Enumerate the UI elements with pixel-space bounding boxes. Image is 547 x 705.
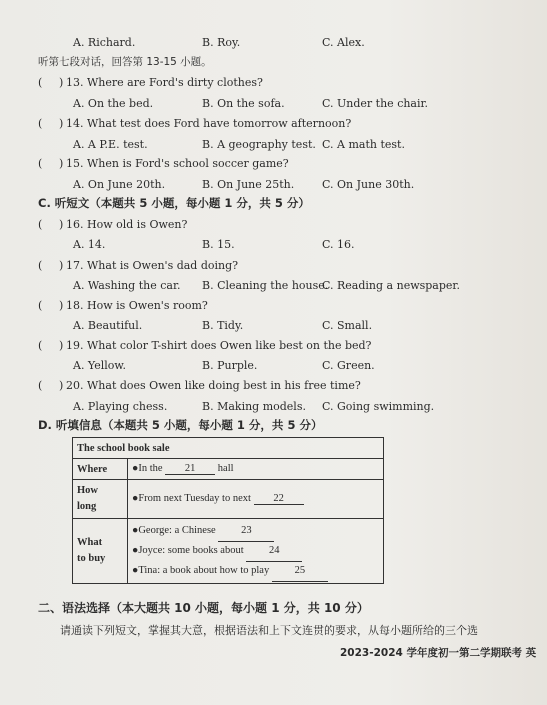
bullet-icon: ●: [132, 565, 139, 576]
blank-22: 22: [254, 493, 304, 505]
q16-option-c: C. 16.: [322, 238, 355, 251]
q12-option-c: C. Alex.: [322, 36, 365, 49]
what-to-buy-cell: [128, 519, 384, 584]
q17-option-a: A. Washing the car.: [73, 279, 181, 292]
q20-option-a: A. Playing chess.: [73, 400, 168, 413]
q17-option-c: C. Reading a newspaper.: [322, 279, 460, 292]
bullet-icon: ●: [132, 545, 139, 556]
question-16: 16. How old is Owen?: [66, 218, 188, 231]
buy-item-tina: [132, 561, 379, 581]
answer-paren-open: (: [38, 259, 43, 272]
answer-paren-close: ): [59, 339, 64, 352]
q14-option-a: A. A P.E. test.: [73, 138, 148, 151]
answer-paren-open: (: [38, 339, 43, 352]
how-long-label-line-2: long: [77, 501, 97, 512]
q18-option-a: A. Beautiful.: [73, 319, 143, 332]
answer-paren-close: ): [59, 117, 64, 130]
bullet-icon: ●: [132, 463, 139, 474]
q14-option-c: C. A math test.: [322, 138, 405, 151]
how-long-prefix: From next Tuesday to next: [138, 493, 251, 504]
question-13: 13. Where are Ford's dirty clothes?: [66, 76, 263, 89]
q20-option-b: B. Making models.: [202, 400, 306, 413]
q20-option-c: C. Going swimming.: [322, 400, 435, 413]
buy-item-joyce: [132, 541, 379, 561]
answer-paren-open: (: [38, 117, 43, 130]
dialog7-instruction: 听第七段对话，回答第 13-15 小题。: [38, 56, 212, 68]
q13-option-c: C. Under the chair.: [322, 97, 429, 110]
table-row: [73, 480, 384, 519]
what-to-buy-label: [73, 519, 128, 584]
buy-item-tina-text: Tina: a book about how to play: [138, 565, 270, 576]
question-14: 14. What test does Ford have tomorrow afternoon?: [66, 117, 352, 130]
bullet-icon: ●: [132, 525, 139, 536]
buy-item-george-text: George: a Chinese: [138, 525, 216, 536]
q19-option-a: A. Yellow.: [73, 359, 127, 372]
answer-paren-open: (: [38, 299, 43, 312]
answer-paren-close: ): [59, 218, 64, 231]
question-17: 17. What is Owen's dad doing?: [66, 259, 239, 272]
what-to-buy-label-line-1: What: [77, 537, 103, 548]
q15-option-b: B. On June 25th.: [202, 178, 295, 191]
q16-option-a: A. 14.: [73, 238, 106, 251]
where-suffix: hall: [217, 463, 234, 474]
bullet-icon: ●: [132, 493, 139, 504]
answer-paren-open: (: [38, 157, 43, 170]
page-footer: 2023-2024 学年度初一第二学期联考 英: [340, 647, 537, 659]
question-20: 20. What does Owen like doing best in his free time?: [66, 379, 361, 392]
answer-paren-close: ): [59, 379, 64, 392]
question-18: 18. How is Owen's room?: [66, 299, 208, 312]
answer-paren-close: ): [59, 259, 64, 272]
how-long-label: [73, 480, 128, 519]
buy-item-joyce-text: Joyce: some books about: [138, 545, 244, 556]
section-c-heading: C. 听短文（本题共 5 小题，每小题 1 分，共 5 分）: [38, 196, 310, 210]
blank-25: 25: [272, 561, 328, 582]
table-row: [73, 438, 384, 459]
blank-24: 24: [246, 541, 302, 562]
blank-21: 21: [165, 463, 215, 475]
grammar-section-heading: 二、语法选择（本大题共 10 小题，每小题 1 分，共 10 分）: [38, 601, 369, 615]
question-19: 19. What color T-shirt does Owen like best on the bed?: [66, 339, 372, 352]
where-cell: [128, 459, 384, 480]
book-sale-table: [72, 437, 384, 584]
q18-option-b: B. Tidy.: [202, 319, 244, 332]
answer-paren-open: (: [38, 379, 43, 392]
answer-paren-close: ): [59, 76, 64, 89]
question-15: 15. When is Ford's school soccer game?: [66, 157, 289, 170]
what-to-buy-label-line-2: to buy: [77, 553, 106, 564]
buy-item-george: [132, 521, 379, 541]
q15-option-a: A. On June 20th.: [73, 178, 166, 191]
answer-paren-open: (: [38, 76, 43, 89]
q14-option-b: B. A geography test.: [202, 138, 316, 151]
q12-option-a: A. Richard.: [73, 36, 136, 49]
answer-paren-open: (: [38, 218, 43, 231]
table-row: [73, 459, 384, 480]
q12-option-b: B. Roy.: [202, 36, 241, 49]
q19-option-b: B. Purple.: [202, 359, 258, 372]
q18-option-c: C. Small.: [322, 319, 373, 332]
q15-option-c: C. On June 30th.: [322, 178, 415, 191]
how-long-label-line-1: How: [77, 485, 98, 496]
section-d-heading: D. 听填信息（本题共 5 小题，每小题 1 分，共 5 分）: [38, 418, 323, 432]
q13-option-a: A. On the bed.: [73, 97, 154, 110]
grammar-instructions: 请通读下列短文，掌握其大意，根据语法和上下文连贯的要求，从每小题所给的三个选: [60, 624, 478, 637]
q17-option-b: B. Cleaning the house.: [202, 279, 329, 292]
blank-23: 23: [218, 521, 274, 542]
answer-paren-close: ): [59, 299, 64, 312]
how-long-cell: [128, 480, 384, 519]
q19-option-c: C. Green.: [322, 359, 375, 372]
q16-option-b: B. 15.: [202, 238, 235, 251]
where-prefix: In the: [138, 463, 163, 474]
table-row: [73, 519, 384, 584]
table-title: The school book sale: [73, 438, 384, 459]
q13-option-b: B. On the sofa.: [202, 97, 285, 110]
answer-paren-close: ): [59, 157, 64, 170]
where-label: Where: [73, 459, 128, 480]
